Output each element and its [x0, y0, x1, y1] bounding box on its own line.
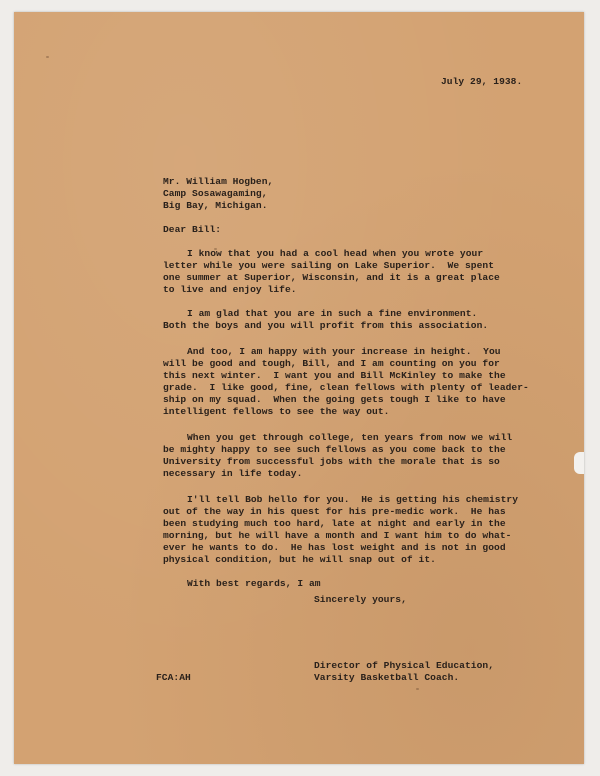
paragraph-line: out of the way in his quest for his pre-medic work. He has — [163, 506, 506, 517]
paragraph-line: to live and enjoy life. — [163, 284, 297, 295]
salutation: Dear Bill: — [163, 224, 222, 235]
paragraph-line: ship on my squad. When the going gets tough I like to have — [163, 394, 506, 405]
paragraph-line: grade. I like good, fine, clean fellows with plenty of leader- — [163, 382, 529, 393]
sign-off: Sincerely yours, — [314, 594, 407, 605]
paragraph-line: been studying much too hard, late at night and early in the — [163, 518, 506, 529]
paragraph-line: I know that you had a cool head when you wrote your — [187, 248, 484, 259]
paragraph-line: University from successful jobs with the morale that is so — [163, 456, 500, 467]
paragraph-line: And too, I am happy with your increase in height. You — [187, 346, 501, 357]
letter-date: July 29, 1938. — [441, 76, 523, 87]
paragraph-line: Both the boys and you will profit from this association. — [163, 320, 489, 331]
paper-speck — [416, 688, 419, 690]
paragraph-line: letter while you were sailing on Lake Superior. We spent — [163, 260, 495, 271]
paragraph-line: I'll tell Bob hello for you. He is getting his chemistry — [187, 494, 519, 505]
paper-tear — [574, 452, 584, 474]
address-line: Mr. William Hogben, — [163, 176, 274, 187]
paragraph-line: necessary in life today. — [163, 468, 303, 479]
paragraph-line: physical condition, but he will snap out of it. — [163, 554, 436, 565]
paper-speck — [46, 56, 49, 58]
paragraph-line: one summer at Superior, Wisconsin, and it is a great place — [163, 272, 500, 283]
paragraph-line: ever he wants to do. He has lost weight and is not in good — [163, 542, 506, 553]
signer-title: Director of Physical Education, — [314, 660, 495, 671]
closing-line: With best regards, I am — [187, 578, 321, 589]
address-line: Big Bay, Michigan. — [163, 200, 268, 211]
reference-initials: FCA:AH — [156, 672, 191, 683]
letter-page — [14, 12, 584, 764]
paragraph-line: intelligent fellows to see the way out. — [163, 406, 390, 417]
paragraph-line: morning, but he will have a month and I want him to do what- — [163, 530, 512, 541]
paragraph-line: this next winter. I want you and Bill McKinley to make the — [163, 370, 506, 381]
paragraph-line: be mighty happy to see such fellows as you come back to the — [163, 444, 506, 455]
address-line: Camp Sosawagaming, — [163, 188, 268, 199]
paragraph-line: will be good and tough, Bill, and I am counting on you for — [163, 358, 500, 369]
paragraph-line: I am glad that you are in such a fine environment. — [187, 308, 478, 319]
paragraph-line: When you get through college, ten years from now we will — [187, 432, 513, 443]
signer-title: Varsity Basketball Coach. — [314, 672, 460, 683]
